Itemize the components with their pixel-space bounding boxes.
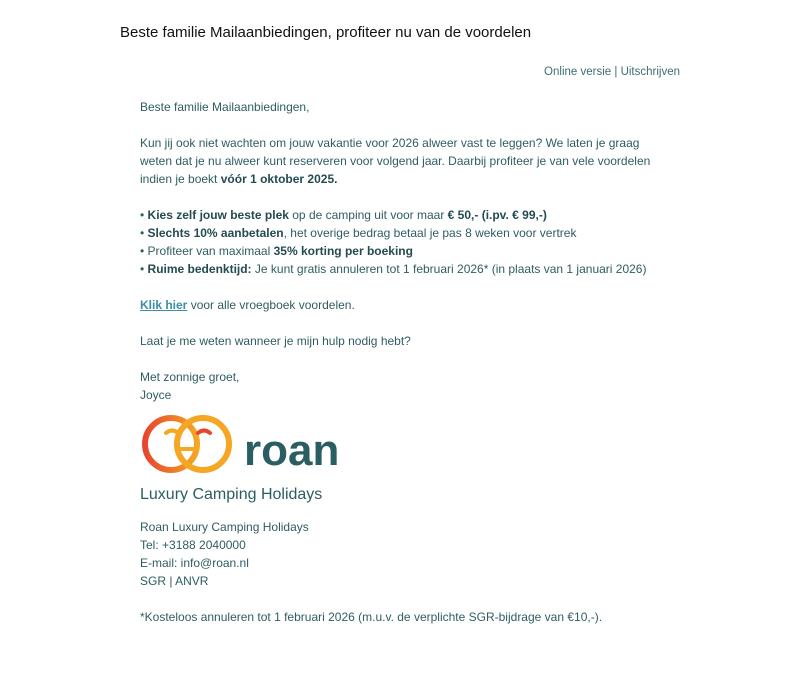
intro-text: Kun jij ook niet wachten om jouw vakantie voor 2026 alweer vast te leggen? We laten je graag weten dat je nu alweer kunt reserveren voor volgend jaar. Daarbij profiteer je van vele voordelen indien je boekt (140, 136, 651, 186)
roan-tagline: Luxury Camping Holidays (140, 486, 323, 503)
unsubscribe-link[interactable]: Uitschrijven (620, 66, 680, 78)
help-text: Laat je me weten wanneer je mijn hulp nodig hebt? (140, 334, 411, 348)
bullet-bold: € 50,- (i.pv. € 99,-) (447, 208, 547, 222)
bullet-item (140, 206, 670, 224)
bullet-text: , het overige bedrag betaal je pas 8 weken voor vertrek (283, 226, 577, 240)
bullet-bold: 35% korting per boeking (273, 244, 413, 258)
telephone: Tel: +3188 2040000 (140, 538, 246, 552)
bullet-marker: • (140, 244, 148, 258)
email-address[interactable]: info@roan.nl (180, 556, 249, 570)
footer (140, 518, 670, 626)
memberships: SGR | ANVR (140, 574, 209, 588)
roan-sun-icon (145, 418, 229, 470)
bullet-marker: • (140, 226, 148, 240)
intro-deadline: vóór 1 oktober 2025. (220, 172, 338, 186)
cta-text: voor alle vroegboek voordelen. (187, 298, 355, 312)
roan-wordmark: roan (244, 426, 340, 475)
online-version-link[interactable]: Online versie (544, 66, 612, 78)
bullet-text: Je kunt gratis annuleren tot 1 februari 2026* (in plaats van 1 januari 2026) (251, 262, 647, 276)
greeting: Beste familie Mailaanbiedingen, (140, 100, 310, 114)
bullet-text: Profiteer van maximaal (147, 244, 274, 258)
signature-name: Joyce (140, 388, 172, 402)
footnote: *Kosteloos annuleren tot 1 februari 2026 (m.u.v. de verplichte SGR-bijdrage van €10,-). (140, 610, 603, 624)
bullet-item (140, 242, 670, 260)
bullet-item (140, 224, 670, 242)
top-links (544, 66, 680, 78)
top-links-separator: | (611, 66, 621, 78)
email-label: E-mail: (140, 556, 181, 570)
closing-text: Met zonnige groet, (140, 370, 240, 384)
bullet-bold: Kies zelf jouw beste plek (147, 208, 289, 222)
cta-paragraph (140, 296, 670, 314)
email-subject: Beste familie Mailaanbiedingen, profiteer nu van de voordelen (120, 24, 532, 41)
company-name: Roan Luxury Camping Holidays (140, 520, 309, 534)
roan-logo[interactable] (140, 413, 355, 509)
bullet-bold: Slechts 10% aanbetalen (147, 226, 284, 240)
email-body (140, 98, 670, 626)
bullet-bold: Ruime bedenktijd: (147, 262, 252, 276)
bullet-marker: • (140, 208, 148, 222)
email-line (140, 554, 670, 572)
bullet-text: op de camping uit voor maar (288, 208, 448, 222)
bullet-marker: • (140, 262, 148, 276)
click-here-link[interactable]: Klik hier (140, 298, 188, 312)
bullet-item (140, 260, 670, 278)
intro-paragraph (140, 134, 670, 188)
